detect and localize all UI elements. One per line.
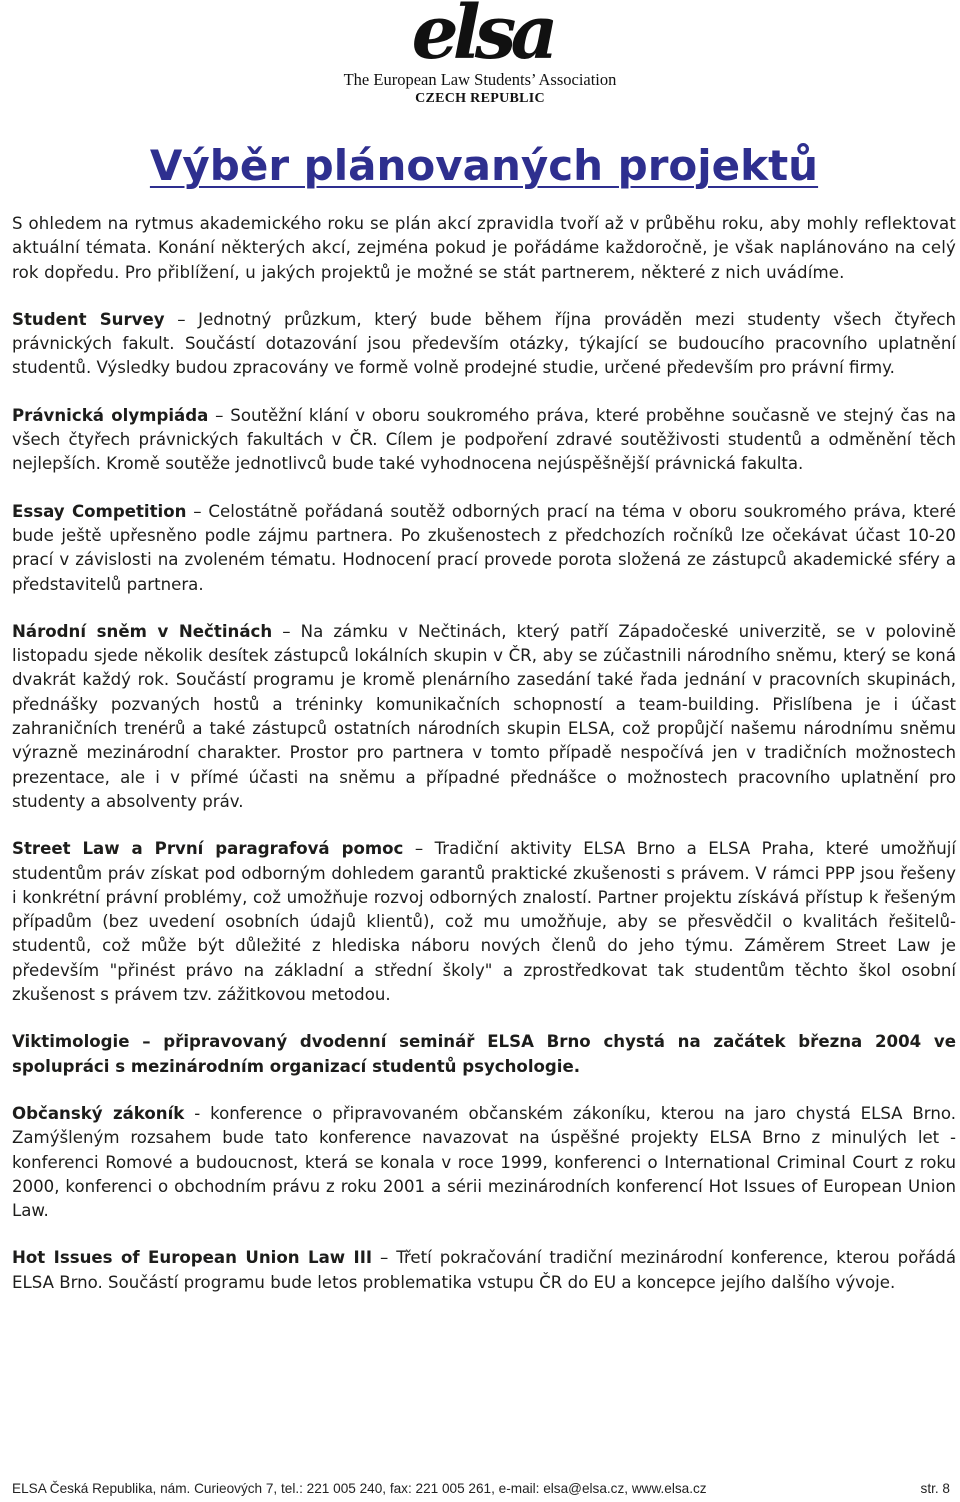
project-street-law <box>12 837 956 1007</box>
organization-name: The European Law Students’ Association <box>343 70 617 89</box>
elsa-logo: elsa <box>411 0 553 76</box>
project-narodni-snem <box>12 620 956 814</box>
project-hot-issues <box>12 1246 956 1295</box>
project-description: – Třetí pokračování tradiční mezinárodní konference, kterou pořádá ELSA Brno. Součástí programu bude letos problematika vstupu ČR do EU a koncepce jejího dalšího vývoje. <box>12 1248 957 1292</box>
project-description: – Celostátně pořádaná soutěž odborných prací na téma v oboru soukromého práva, které bude ještě upřesněno podle zájmu partnera. Po zkušenostech z předchozích ročníků lze očekávat účast 10-20 prací v závislosti na zvoleném tématu. Hodnocení prací provede porota složená ze zástupců akademické sféry a představitelů partnera. <box>12 501 956 594</box>
project-label: Národní sněm v Nečtinách <box>12 621 273 641</box>
document-body <box>12 212 956 1318</box>
project-label: Essay Competition <box>12 501 187 521</box>
project-pravnicka-olympiada <box>12 404 956 477</box>
project-viktimologie <box>12 1030 956 1079</box>
project-label: Street Law a První paragrafová pomoc <box>12 839 404 859</box>
project-label: Hot Issues of European Union Law III <box>12 1248 373 1268</box>
project-obcansky-zakonik <box>12 1102 956 1223</box>
page-title: Výběr plánovaných projektů <box>149 141 819 190</box>
project-description: - konference o připravovaném občanském zákoníku, kterou na jaro chystá ELSA Brno. Zamýšleným rozsahem bude tato konference navazovat na úspěšné projekty ELSA Brno z minulých let - konferenci Romové a budoucnost, která se konala v roce 1999, konferenci o International Criminal Court z roku 2000, konferenci o obchodním právu z roku 2001 a sérii mezinárodních konferencí Hot Issues of European Union Law. <box>12 1103 956 1221</box>
project-description: – Soutěžní klání v oboru soukromého práva, které proběhne současně ve stejný čas na všech čtyřech právnických fakultách v ČR. Cílem je podpoření zdravé soutěživosti studentů a odměnění těch nejlepších. Kromě soutěže jednotlivců bude také vyhodnocena nejúspěšnější právnická fakulta. <box>12 405 956 474</box>
project-label: Student Survey <box>12 309 165 329</box>
project-label: Občanský zákoník <box>12 1103 185 1123</box>
page-number: str. 8 <box>920 1481 950 1496</box>
project-label: Právnická olympiáda <box>12 405 209 425</box>
project-student-survey <box>12 308 956 381</box>
project-label: Viktimologie – připravovaný dvodenní seminář ELSA Brno chystá na začátek března 2004 ve spolupráci s mezinárodním organizací studentů psychologie. <box>12 1032 956 1076</box>
project-description: – Na zámku v Nečtinách, který patří Západočeské univerzitě, se v polovině listopadu sjede několik desítek zástupců lokálních skupin v ČR, aby se zúčastnili národního sněmu, který se koná dvakrát každý rok. Součástí programu je kromě plenárního zasedání také řada jednání v pracovních skupinách, přednášky pozvaných hostů a tréninky komunikačních schopností a team-building. Přislíbena je i účast zahraničních trenérů a také zástupců ostatních národních skupin ELSA, což propůjčí našemu národnímu sněmu výrazně mezinárodní charakter. Prostor pro partnera v tomto případě nespočívá jen v tradičních možnostech prezentace, ale i v přímé účasti na sněmu a případné přednášce o možnostech pracovního uplatnění pro studenty a absolventy práv. <box>12 621 956 811</box>
organization-country: CZECH REPUBLIC <box>415 91 545 106</box>
letterhead <box>0 0 960 110</box>
project-description: – Jednotný průzkum, který bude během října prováděn mezi studenty všech čtyřech právnických fakult. Součástí dotazování jsou především otázky, týkající se budoucího pracovního uplatnění studentů. Výsledky budou zpracovány ve formě volně prodejné studie, určené především pro právní firmy. <box>12 309 957 378</box>
intro-paragraph: S ohledem na rytmus akademického roku se plán akcí zpravidla tvoří až v průběhu roku, aby mohly reflektovat aktuální témata. Konání některých akcí, zejména pokud je pořádáme každoročně, je však naplánováno na celý rok dopředu. Pro přiblížení, u jakých projektů je možné se stát partnerem, některé z nich uvádíme. <box>12 214 956 282</box>
footer-address: ELSA Česká Republika, nám. Curieových 7, tel.: 221 005 240, fax: 221 005 261, e-mail: elsa@elsa.cz, www.elsa.cz <box>12 1481 707 1496</box>
project-description: – Tradiční aktivity ELSA Brno a ELSA Praha, které umožňují studentům práv získat pod odborným dohledem garantů praktické zkušenosti s právem. V rámci PPP jsou řešeny i konkrétní právní problémy, což umožňuje rozvoj odborných znalostí. Partner projektu získává přístup k řešeným případům (bez uvedení osobních údajů klientů), což mu umožňuje, aby se přesvědčil o kvalitách řešitelů-studentů, což může být důležité z hlediska náboru nových členů do jeho týmu. Záměrem Street Law je především "přinést právo na základní a střední školy" a zprostředkovat tak studentům těchto škol osobní zkušenost s právem tzv. zážitkovou metodou. <box>12 839 957 1005</box>
project-essay-competition <box>12 500 956 597</box>
